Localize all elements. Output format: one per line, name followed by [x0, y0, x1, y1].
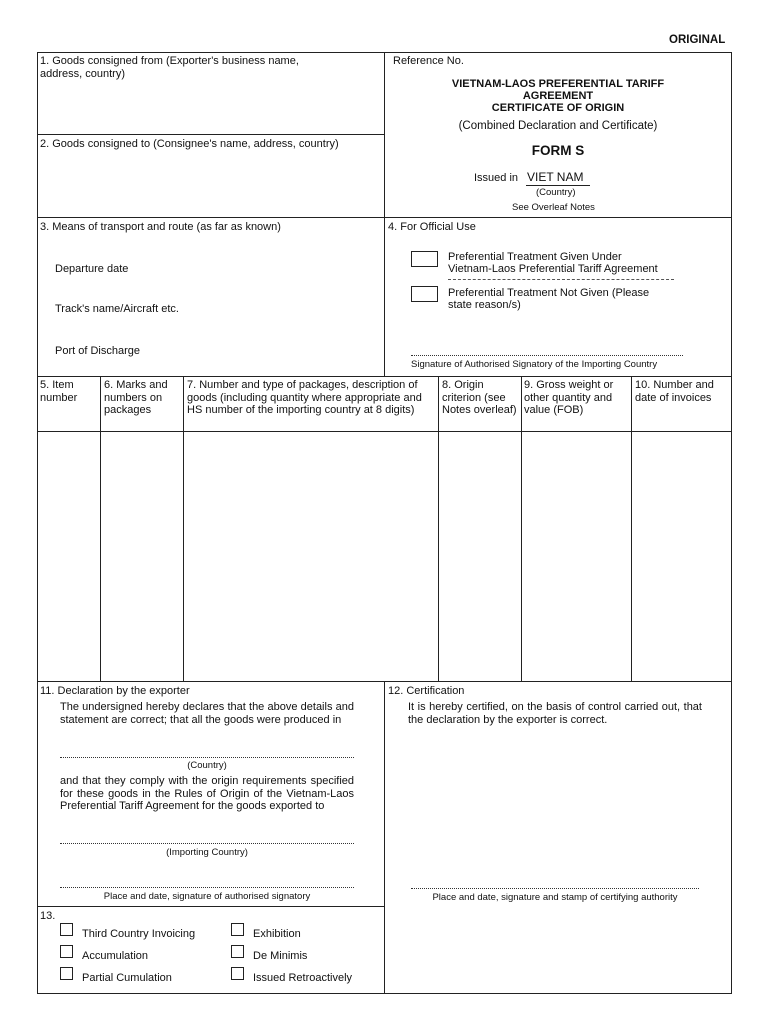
signature-line: [411, 355, 683, 356]
departure-date-label: Departure date: [55, 263, 129, 275]
divider: [37, 134, 384, 135]
importing-country-caption: (Importing Country): [166, 847, 248, 858]
divider: [37, 217, 732, 218]
certification-text: It is hereby certified, on the basis of control carried out, that the declaration by the exporter is correct.: [408, 701, 702, 726]
divider: [384, 681, 385, 994]
issued-in-underline: [526, 185, 590, 186]
issued-retroactively-checkbox[interactable]: [231, 967, 244, 980]
separator: [448, 279, 674, 280]
divider: [183, 376, 184, 681]
authority-signature-caption: Place and date, signature and stamp of certifying authority: [432, 892, 678, 903]
divider: [37, 431, 732, 432]
importing-signature-caption: Signature of Authorised Signatory of the Importing Country: [411, 359, 658, 370]
de-minimis-label: De Minimis: [253, 950, 308, 962]
issued-in-value: VIET NAM: [527, 170, 584, 184]
track-name-label: Track's name/Aircraft etc.: [55, 303, 179, 315]
port-of-discharge-label: Port of Discharge: [55, 345, 140, 357]
country-caption: (Country): [536, 187, 576, 198]
declaration-text-2: and that they comply with the origin requirements specified for these goods in the Rules of Origin of the Vietnam-Laos Preferential Tariff Agreement for the goods exported to: [60, 775, 354, 812]
declaration-text-1: The undersigned hereby declares that the above details and statement are correct; that all the goods were produced in: [60, 701, 354, 726]
box2-label: 2. Goods consigned to (Consignee's name, address, country): [40, 138, 339, 150]
accumulation-checkbox[interactable]: [60, 945, 73, 958]
divider: [521, 376, 522, 681]
reference-label: Reference No.: [393, 55, 464, 67]
authority-signature-line: [411, 888, 699, 889]
col-origin-criterion: 8. Origin criterion (see Notes overleaf): [442, 379, 517, 416]
treatment-not-given-line1: Preferential Treatment Not Given (Please: [448, 287, 650, 299]
issued-in-label: Issued in: [474, 172, 519, 184]
title-line-3: CERTIFICATE OF ORIGIN: [491, 102, 625, 114]
box1-label: 1. Goods consigned from (Exporter's business name, address, country): [40, 55, 299, 80]
treatment-not-given-line2: state reason/s): [448, 299, 521, 311]
accumulation-label: Accumulation: [82, 950, 149, 962]
copy-label: ORIGINAL: [669, 34, 726, 46]
col-invoices: 10. Number and date of invoices: [635, 379, 714, 404]
box11-label: 11. Declaration by the exporter: [40, 685, 190, 697]
box3-label: 3. Means of transport and route (as far as known): [40, 221, 281, 233]
treatment-given-checkbox[interactable]: [411, 251, 438, 267]
de-minimis-checkbox[interactable]: [231, 945, 244, 958]
treatment-given-line1: Preferential Treatment Given Under: [448, 251, 622, 263]
partial-cumulation-checkbox[interactable]: [60, 967, 73, 980]
exhibition-label: Exhibition: [253, 928, 301, 940]
exhibition-checkbox[interactable]: [231, 923, 244, 936]
col-item-number: 5. Item number: [40, 379, 78, 404]
partial-cumulation-label: Partial Cumulation: [82, 972, 172, 984]
treatment-not-given-checkbox[interactable]: [411, 286, 438, 302]
country-line: [60, 757, 354, 758]
issued-retroactively-label: Issued Retroactively: [253, 972, 353, 984]
title-subtitle: (Combined Declaration and Certificate): [458, 120, 658, 132]
divider: [100, 376, 101, 681]
divider: [438, 376, 439, 681]
col-marks-numbers: 6. Marks and numbers on packages: [104, 379, 168, 416]
box13-label: 13.: [40, 910, 56, 922]
treatment-given-line2: Vietnam-Laos Preferential Tariff Agreement: [448, 263, 658, 275]
third-country-invoicing-label: Third Country Invoicing: [82, 928, 196, 940]
importing-country-line: [60, 843, 354, 844]
declaration-country-caption: (Country): [187, 760, 227, 771]
title-line-2: AGREEMENT: [522, 90, 594, 102]
col-gross-weight: 9. Gross weight or other quantity and value (FOB): [524, 379, 614, 416]
exporter-signature-line: [60, 887, 354, 888]
divider: [37, 906, 384, 907]
title-line-1: VIETNAM-LAOS PREFERENTIAL TARIFF: [451, 78, 665, 90]
exporter-signature-caption: Place and date, signature of authorised signatory: [103, 891, 311, 902]
form-name: FORM S: [531, 143, 585, 158]
overleaf-note: See Overleaf Notes: [512, 202, 595, 213]
col-description: 7. Number and type of packages, description of goods (including quantity where appropriate and HS number of the importing country at 8 digits): [187, 379, 422, 416]
box12-label: 12. Certification: [388, 685, 465, 697]
divider: [631, 376, 632, 681]
third-country-invoicing-checkbox[interactable]: [60, 923, 73, 936]
divider: [37, 376, 732, 377]
box4-label: 4. For Official Use: [388, 221, 476, 233]
